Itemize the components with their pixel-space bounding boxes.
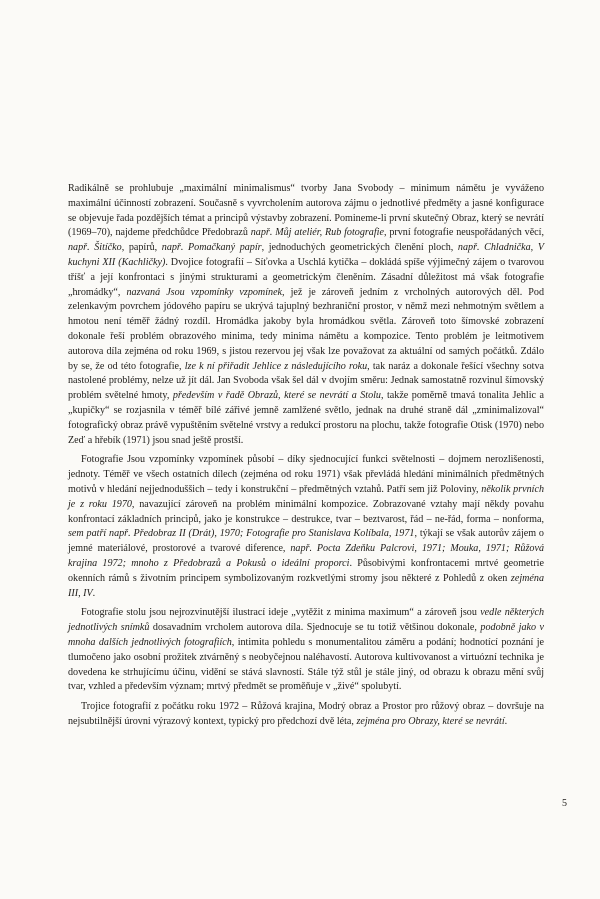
paragraph xyxy=(68,182,544,448)
italic-run: např. Chladnička, V kuchyni XII (Kachličky) xyxy=(68,242,544,268)
italic-run: např. Pomačkaný papír xyxy=(161,242,262,254)
italic-run: především v řadě Obrazů, které se nevrátí a Stolu xyxy=(172,390,381,402)
text-run: , navazující zároveň na problém minimální kompozice. Zobrazované vztahy mají někdy povahu konfrontací základních principů, jako je konstrukce – destrukce, tvar – beztvarost, řád – ne-řád, forma – nonforma, xyxy=(68,498,544,525)
text-run: , první fotografie neuspořádaných věcí, xyxy=(383,227,544,239)
text-run: , papírů, xyxy=(121,242,162,254)
text-run: Trojice fotografií z počátku roku 1972 – Růžová krajina, Modrý obraz a Prostor pro růžový obraz – dovršuje na nejsubtilnější úrovni výrazový kontext, typický pro předchozí dvě léta, xyxy=(68,701,544,727)
text-run: , jednoduchých geometrických členění ploch, xyxy=(261,242,458,254)
italic-run: vedle některých jednotlivých snímků xyxy=(68,607,544,634)
paragraph xyxy=(68,700,544,730)
text-run: , tak naráz a dokonale řešící všechny sotva nastolené problémy, nelze už jít dál. Jan Svoboda však šel dál v dvojím směru: Jednak samostatně rozvinul šímovský problém světelné hmoty, xyxy=(68,360,544,402)
italic-run: např. Můj ateliér, Rub fotografie xyxy=(250,227,384,239)
paragraph xyxy=(68,453,544,601)
text-run: Fotografie stolu jsou nejrozvinutější ilustrací ideje „vytěžit z minima maximum“ a zároveň jsou xyxy=(81,607,481,619)
text-run: . Působivými konfrontacemi mrtvé geometrie okenních rámů s životním principem symbolizovaným rozkvetlými stromy jsou některé z Pohledů z oken xyxy=(68,557,544,584)
italic-run: několik prvních je z roku 1970 xyxy=(68,483,544,510)
italic-run: podobně jako v mnoha dalších jednotlivých fotografiích xyxy=(68,622,545,648)
text-run: , intimita pohledu s monumentalitou záměru a podání; hodnotící poznání je tlumočeno jako osobní prožitek ztvárněný s neobyčejnou naléhavostí. Autorova kultivovanost a virtuózní technika je dovedena ke strhujícímu účinu, vidění se stává slavností. Stále týž stůl je stále jiný, od obrazu k obrazu mění svůj tvar, vzhled a především význam; mrtvý předmět se proměňuje v „živé“ spolubytí. xyxy=(68,636,544,693)
text-run: Radikálně se prohlubuje „maximální minimalismus“ tvorby Jana Svobody – minimum námětu je vyváženo maximální účinností zobrazení. Současně s vyvrcholením autorova zájmu o jednotlivé předměty a jasné konfigurace se objevuje řada pozdějších témat a principů výstavby zobrazení. Pomineme-li první skutečný Obraz, který se nevrátí (1969–70), najdeme předchůdce Předobrazů xyxy=(68,183,544,239)
text-run: dosavadním vrcholem autorova díla. Sjednocuje se tu totiž většinou dokonale, xyxy=(149,622,481,634)
italic-run: např. Pocta Zdeňku Palcrovi, 1971; Mouka, 1971; Růžová krajina 1972; mnoho z Předobrazů a Pokusů o ideální proporci xyxy=(68,543,544,569)
italic-run: zejména pro Obrazy, které se nevrátí xyxy=(356,715,505,727)
text-run: . Dvojice fotografií – Síťovka a Uschlá kytička – dokládá spíše výjimečný zájem o tvarovou tříšť a její konfrontaci s jinými strukturami a geometrickým členěním. Zásadní důležitost má však fotografie „hromádky“, xyxy=(68,256,544,298)
italic-run: sem patří např. Předobraz II (Drát), 1970; Fotografie pro Stanislava Kolíbala, 1971 xyxy=(68,528,415,540)
text-run: , týkají se však autorův zájem o jemné materiálové, prostorové a tvarové diference, xyxy=(68,528,544,555)
text-run: , takže poměrně tmavá tonalita Jehlic a „kupičky“ se rozjasnila v téměř bílé zářivé jemně zamlžené světlo, jednak na druhé straně dál „zminimalizoval“ fotografický obraz právě vypuštěním světelné vrstvy a redukcí prostoru na plochu, takže fotografie Otisk (1970) nebo Zeď a hřebík (1971) jsou snad ještě prostší. xyxy=(68,390,544,446)
page-number: 5 xyxy=(562,798,567,809)
italic-run: např. Šitíčko xyxy=(68,242,122,254)
italic-run: nazvaná Jsou vzpomínky vzpomínek xyxy=(126,286,283,298)
page-body-text xyxy=(68,182,544,735)
italic-run: lze k ní přiřadit Jehlice z následujícího roku xyxy=(184,360,368,372)
italic-run: zejména III, IV xyxy=(68,572,544,599)
text-run: , jež je zároveň jedním z vrcholných autorových děl. Pod zelenkavým povrchem jódového papíru se ukrývá tajuplný bezhraniční prostor, v němž mezi nehmotným světlem a hmotou není téměř žádný rozdíl. Hromádka jakoby byla hromádkou světla. Zároveň toto šímovské zobrazení dokonale řeší problém obrazového minima, tedy minima námětu a kompozice. Tento problém je leitmotivem autorova díla zejména od roku 1969, s jistou rezervou jej však lze považovat za aktuální od samých počátků. Zdálo by se, že od této fotografie, xyxy=(68,286,545,372)
text-run: . xyxy=(504,715,508,727)
paragraph xyxy=(68,606,544,695)
text-run: . xyxy=(92,587,96,599)
text-run: Fotografie Jsou vzpomínky vzpomínek působí – díky sjednocující funkci světelnosti – dojmem nerozlišenosti, jednoty. Téměř ve všech ostatních dílech (zejména od roku 1971) však převládá hledání minimálních předmětných motivů v hledání nejjednoduššich – tedy i konstrukční – předmětných vztahů. Patří sem již Poloviny, xyxy=(68,454,544,495)
